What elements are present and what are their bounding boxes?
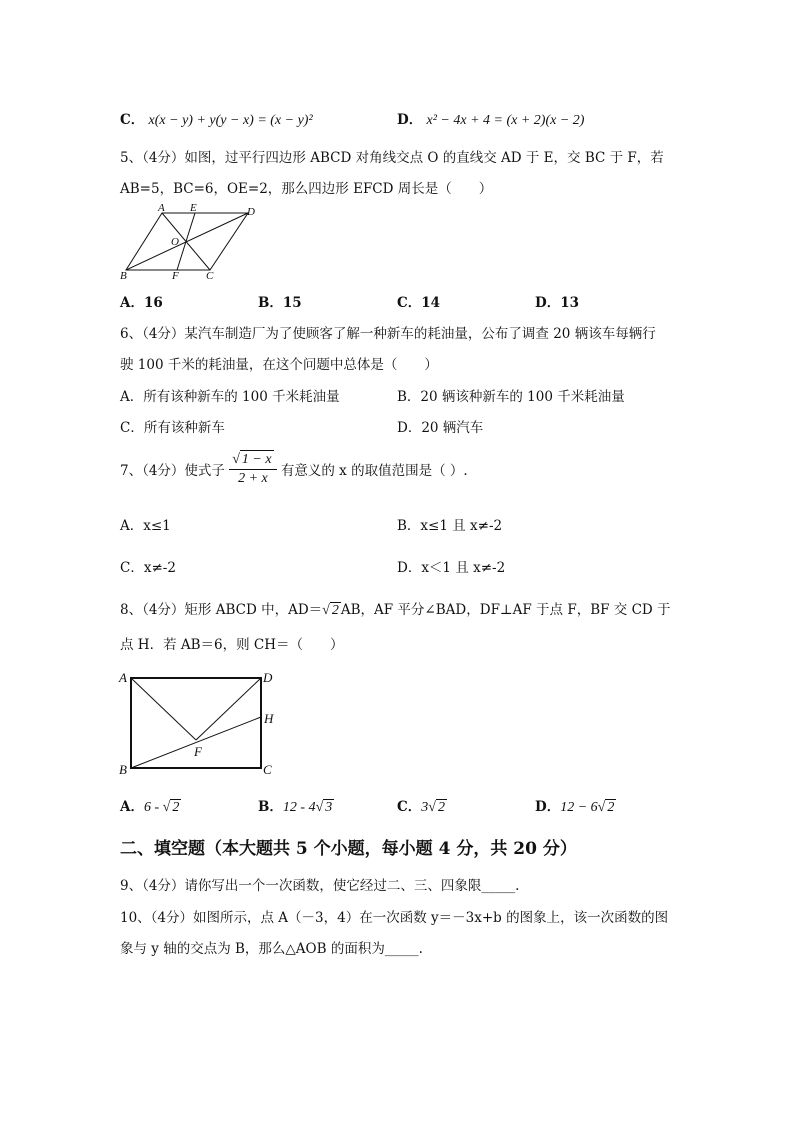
q8-option-d-label: D．: [535, 799, 561, 815]
q8-option-a-rad: 2: [172, 800, 180, 815]
q8-stem-part-b: AB，AF 平分∠BAD，DF⊥AF 于点 F，BF 交 CD 于: [340, 602, 671, 618]
q4-option-d-label: D．: [397, 112, 423, 128]
q8-option-b-rad: 3: [325, 800, 333, 815]
q7-option-d: D．x＜1 且 x≠-2: [397, 560, 506, 576]
q8-option-c-pre: 3: [421, 800, 429, 815]
q5-label-d: D: [247, 206, 255, 218]
q7-prefix: 7、（4分）使式子: [120, 463, 225, 479]
q8-sqrt-radicand: 2: [331, 603, 339, 618]
q6-option-b: B．20 辆该种新车的 100 千米耗油量: [397, 389, 625, 405]
q8-option-b-label: B．: [258, 799, 283, 815]
q8-option-c: C．3√ 2: [397, 799, 445, 815]
q7-option-a: A．x≤1: [120, 518, 171, 534]
q8-option-a: A．6 - √ 2: [120, 799, 180, 815]
q7-stem: [120, 450, 468, 488]
q8-line-af: [131, 678, 196, 740]
q5-line-ef: [177, 213, 195, 270]
q5-label-b: B: [120, 270, 127, 282]
q8-label-h: H: [264, 711, 274, 726]
q5-label-c: C: [206, 270, 214, 282]
q8-option-d: D．12 − 6√ 2: [535, 799, 615, 815]
q8-rectangle-figure: [116, 668, 286, 780]
q6-option-a: A．所有该种新车的 100 千米耗油量: [120, 389, 340, 405]
q5-stem-line1: 5、（4分）如图，过平行四边形 ABCD 对角线交点 O 的直线交 AD 于 E，交 BC 于 F，若: [120, 150, 664, 166]
q8-option-b-pre: 12 - 4: [282, 800, 316, 815]
q10-stem-line2: 象与 y 轴的交点为 B，那么△AOB 的面积为_____.: [120, 941, 423, 957]
q5-label-e: E: [190, 202, 197, 214]
q8-option-d-rad: 2: [607, 800, 615, 815]
q8-option-d-pre: 12 − 6: [560, 800, 598, 815]
q7-option-c: C．x≠-2: [120, 560, 176, 576]
q4-option-c-label: C．: [120, 112, 145, 128]
q4-option-d-expr: x² − 4x + 4 = (x + 2)(x − 2): [426, 113, 585, 128]
q4-option-c-expr: x(x − y) + y(y − x) = (x − y)²: [148, 113, 313, 128]
q8-line-bh: [131, 717, 261, 768]
q4-option-c: [120, 108, 313, 129]
q5-label-a: A: [158, 202, 165, 214]
q8-option-a-label: A．: [120, 799, 144, 815]
q7-fraction: [229, 450, 276, 488]
q8-label-f: F: [194, 744, 202, 759]
q8-label-b: B: [119, 762, 127, 777]
q6-option-c: C．所有该种新车: [120, 420, 225, 436]
q8-label-a: A: [119, 670, 127, 685]
q10-stem-line1: 10、（4分）如图所示，点 A（－3，4）在一次函数 y＝－3x+b 的图象上，该一次函数的图: [120, 910, 669, 926]
q5-label-f: F: [172, 270, 179, 282]
q5-label-o: O: [171, 236, 179, 248]
q6-stem-line1: 6、（4分）某汽车制造厂为了使顾客了解一种新车的耗油量，公布了调查 20 辆该车每辆行: [120, 326, 656, 342]
q5-option-c: C．14: [397, 295, 441, 311]
q5-option-d: D．13: [535, 295, 579, 311]
q5-option-a: A．16: [120, 295, 163, 311]
q8-sqrt: √ 2: [322, 603, 339, 618]
q8-label-c: C: [263, 762, 272, 777]
q8-option-c-rad: 2: [437, 800, 445, 815]
q9-stem: 9、（4分）请你写出一个一次函数，使它经过二、三、四象限_____.: [120, 878, 520, 894]
q8-stem-part-a: 8、（4分）矩形 ABCD 中，AD＝: [120, 602, 323, 618]
section-2-title: 二、填空题（本大题共 5 个小题，每小题 4 分，共 20 分）: [120, 839, 577, 859]
q8-line-df: [196, 678, 261, 740]
q8-option-b: B．12 - 4√ 3: [258, 799, 333, 815]
q5-parallelogram-figure: [116, 200, 266, 284]
q7-option-b: B．x≤1 且 x≠-2: [397, 518, 503, 534]
q8-stem-line1: [120, 598, 671, 619]
q8-option-c-label: C．: [397, 799, 422, 815]
q7-radicand: 1 − x: [241, 452, 272, 467]
q5-option-b: B．15: [258, 295, 302, 311]
q6-stem-line2: 驶 100 千米的耗油量，在这个问题中总体是（ ）: [120, 357, 438, 373]
q5-stem-line2: AB=5，BC=6，OE=2，那么四边形 EFCD 周长是（ ）: [120, 181, 493, 197]
q8-stem-line2: 点 H．若 AB＝6，则 CH＝（ ）: [120, 637, 344, 653]
q7-numerator: √ 1 − x: [229, 450, 276, 470]
q8-label-d: D: [263, 670, 273, 685]
q7-suffix: 有意义的 x 的取值范围是（ ）.: [280, 463, 468, 479]
q8-option-a-pre: 6 -: [143, 800, 163, 815]
q6-option-d: D．20 辆汽车: [397, 420, 484, 436]
q4-option-d: [397, 108, 584, 129]
q7-denominator: 2 + x: [238, 471, 268, 486]
